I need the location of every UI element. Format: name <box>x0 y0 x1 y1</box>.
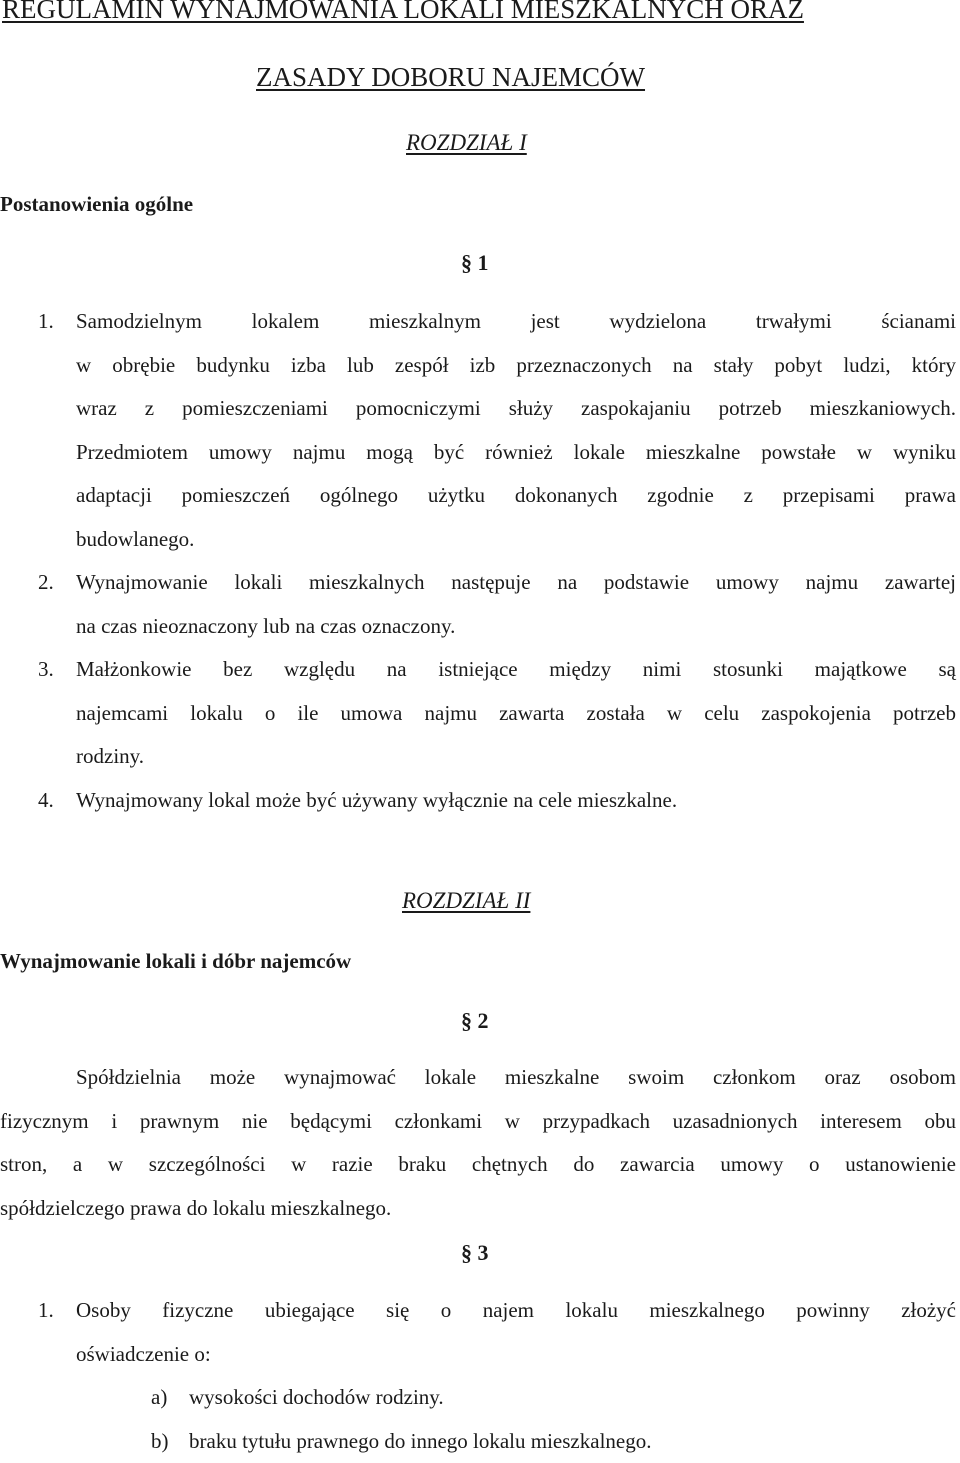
chapter-2-label: ROZDZIAŁ II <box>402 888 530 914</box>
document-title-line-2: ZASADY DOBORU NAJEMCÓW <box>256 62 645 93</box>
item-2-number: 2. <box>38 561 54 605</box>
document-title-line-1: REGULAMIN WYNAJMOWANIA LOKALI MIESZKALNYCH ORAZ <box>2 0 804 25</box>
sub-item-a-label: a) <box>151 1376 167 1420</box>
sub-item-b-text: braku tytułu prawnego do innego lokalu mieszkalnego. <box>189 1420 651 1463</box>
item-3-line-3: rodziny. <box>76 735 144 779</box>
paragraph-3-item-1-line-1: Osoby fizyczne ubiegające się o najem lokalu mieszkalnego powinny złożyć <box>76 1289 956 1333</box>
paragraph-3-mark: § 3 <box>461 1240 489 1266</box>
item-3-number: 3. <box>38 648 54 692</box>
paragraph-2-line-1: Spółdzielnia może wynajmować lokale mieszkalne swoim członkom oraz osobom <box>76 1056 956 1100</box>
item-1-number: 1. <box>38 300 54 344</box>
paragraph-3-item-1-line-2: oświadczenie o: <box>76 1333 211 1377</box>
item-2-line-1: Wynajmowanie lokali mieszkalnych następuje na podstawie umowy najmu zawartej <box>76 561 956 605</box>
item-2-line-2: na czas nieoznaczony lub na czas oznaczony. <box>76 605 455 649</box>
item-1-line-2: w obrębie budynku izba lub zespół izb przeznaczonych na stały pobyt ludzi, który <box>76 344 956 388</box>
sub-item-a-text: wysokości dochodów rodziny. <box>189 1376 444 1420</box>
paragraph-2-line-4: spółdzielczego prawa do lokalu mieszkalnego. <box>0 1187 391 1231</box>
item-3-line-1: Małżonkowie bez względu na istniejące między nimi stosunki majątkowe są <box>76 648 956 692</box>
paragraph-2-line-3: stron, a w szczególności w razie braku chętnych do zawarcia umowy o ustanowienie <box>0 1143 956 1187</box>
chapter-1-label: ROZDZIAŁ I <box>406 130 527 156</box>
item-4-number: 4. <box>38 779 54 823</box>
paragraph-3-item-1-number: 1. <box>38 1289 54 1333</box>
paragraph-1-mark: § 1 <box>461 250 489 276</box>
sub-item-b-label: b) <box>151 1420 169 1463</box>
item-1-line-3: wraz z pomieszczeniami pomocniczymi służy zaspokajaniu potrzeb mieszkaniowych. <box>76 387 956 431</box>
chapter-2-heading: Wynajmowanie lokali i dóbr najemców <box>0 949 351 974</box>
item-1-line-5: adaptacji pomieszczeń ogólnego użytku dokonanych zgodnie z przepisami prawa <box>76 474 956 518</box>
chapter-1-heading: Postanowienia ogólne <box>0 192 193 217</box>
item-1-line-6: budowlanego. <box>76 518 194 562</box>
item-1-line-4: Przedmiotem umowy najmu mogą być również lokale mieszkalne powstałe w wyniku <box>76 431 956 475</box>
item-3-line-2: najemcami lokalu o ile umowa najmu zawarta została w celu zaspokojenia potrzeb <box>76 692 956 736</box>
paragraph-2-line-2: fizycznym i prawnym nie będącymi członkami w przypadkach uzasadnionych interesem obu <box>0 1100 956 1144</box>
item-1-line-1: Samodzielnym lokalem mieszkalnym jest wydzielona trwałymi ścianami <box>76 300 956 344</box>
item-4-line-1: Wynajmowany lokal może być używany wyłącznie na cele mieszkalne. <box>76 779 677 823</box>
paragraph-2-mark: § 2 <box>461 1008 489 1034</box>
